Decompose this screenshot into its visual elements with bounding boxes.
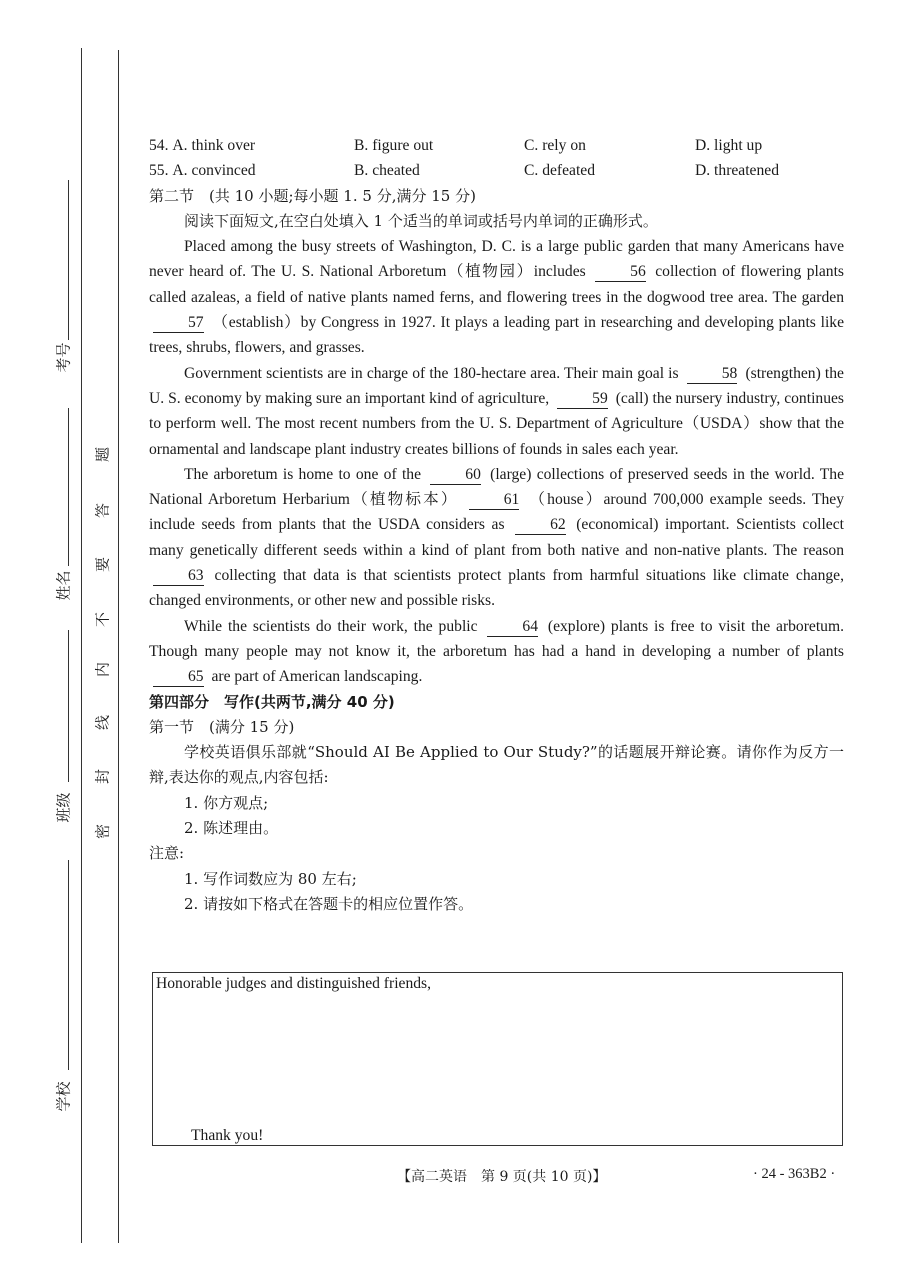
note-2: 2. 请按如下格式在答题卡的相应位置作答。 [184,894,474,913]
name-field[interactable] [48,408,78,608]
question-55 [149,158,844,183]
blank-56[interactable]: 56 [595,263,646,282]
binding-line-inner [118,50,119,1243]
blank-57[interactable]: 57 [153,314,204,333]
school-label: 学校 [54,1081,73,1112]
name-label: 姓名 [54,570,73,601]
exam-number-field[interactable] [48,180,78,415]
section2-heading: 第二节 (共 10 小题;每小题 1. 5 分,满分 15 分) [149,186,476,205]
class-label: 班级 [54,792,73,823]
blank-62[interactable]: 62 [515,516,566,535]
q55-option-b: B. cheated [354,162,420,180]
name-blank[interactable] [68,408,69,566]
blank-58[interactable]: 58 [687,365,738,384]
prompt-point-2: 2. 陈述理由。 [184,819,279,838]
q55-option-d: D. threatened [695,162,779,180]
blank-63[interactable]: 63 [153,567,204,586]
essay-answer-box[interactable] [152,972,843,1146]
seal-char: 要 [93,557,112,573]
seal-char: 答 [93,503,112,519]
seal-char: 不 [93,612,112,628]
essay-closing: Thank you! [191,1127,264,1144]
seal-char: 内 [93,662,112,678]
part4-heading: 第四部分 写作(共两节,满分 40 分) [149,692,395,711]
class-field[interactable] [48,630,78,845]
seal-char: 线 [93,715,112,731]
passage [149,234,844,689]
class-blank[interactable] [68,630,69,782]
q55-option-c: C. defeated [524,162,596,180]
school-blank[interactable] [68,860,69,1070]
q54-option-b: B. figure out [354,137,434,154]
q54-option-c: C. rely on [524,137,586,154]
blank-65[interactable]: 65 [153,668,204,687]
question-54 [149,133,844,158]
blank-61[interactable]: 61 [469,491,520,510]
blank-60[interactable]: 60 [430,466,481,485]
seal-char: 封 [93,769,112,785]
writing-prompt: 学校英语俱乐部就“Should AI Be Applied to Our Study?”的话题展开辩论赛。请你作为反方一辩,表达你的观点,内容包括: [149,743,844,787]
seal-char: 题 [93,447,112,463]
paragraph-1: Placed among the busy streets of Washington, D. C. is a large public garden that many Americans have never heard of. The U. S. National Arboretum（植物园）includes 56 collection of flowering plants called azaleas, a field of native plants named ferns, and flowering trees in the dogwood tree area. The garden 57 （establish）by Congress in 1927. It plays a leading part in researching and developing plants like trees, shrubs, flowers, and grasses. [149,238,844,357]
binding-line-outer [81,48,82,1243]
note-1: 1. 写作词数应为 80 左右; [184,869,357,888]
exam-number-label: 考号 [54,342,73,373]
section2-instruction: 阅读下面短文,在空白处填入 1 个适当的单词或括号内单词的正确形式。 [184,211,658,230]
paragraph-4: While the scientists do their work, the public 64 (explore) plants is free to visit the arboretum. Though many people may not know it, the arboretum has had a hand in developing a number of plants 65 are part of American landscaping. [149,617,844,686]
footer-code: · 24 - 363B2 · [753,1166,836,1182]
footer-page-info: 【高二英语 第 9 页(共 10 页)】 [397,1169,607,1185]
essay-greeting: Honorable judges and distinguished friends, [156,975,432,992]
exam-number-blank[interactable] [68,180,69,340]
paragraph-2: Government scientists are in charge of the 180-hectare area. Their main goal is 58 (strengthen) the U. S. economy by making sure an important kind of agriculture, 59 (call) the nursery industry, continues to perform well. The most recent numbers from the U. S. Department of Agriculture（USDA）show that the ornamental and landscape plant industry creates billions of founds in sales each year. [149,364,844,458]
paragraph-3: The arboretum is home to one of the 60 (large) collections of preserved seeds in the world. The National Arboretum Herbarium（植物标本） 61 （house）around 700,000 example seeds. They include seeds from plants that the USDA considers as 62 (economical) important. Scientists collect many genetically different seeds within a kind of plant from both native and non-native plants. The reason 63 collecting that data is that scientists protect plants from harmful situations like climate change, changed environments, or other new and possible risks. [149,465,844,610]
blank-64[interactable]: 64 [487,618,538,637]
page-content [149,133,844,917]
q55-option-a: 55. A. convinced [149,162,256,180]
notes-label: 注意: [149,844,185,863]
q54-option-d: D. light up [695,137,763,154]
blank-59[interactable]: 59 [557,390,608,409]
q54-option-a: 54. A. think over [149,137,256,154]
school-field[interactable] [48,860,78,1110]
part4-section1-heading: 第一节 (满分 15 分) [149,717,295,736]
prompt-point-1: 1. 你方观点; [184,793,269,812]
seal-char: 密 [93,824,112,840]
